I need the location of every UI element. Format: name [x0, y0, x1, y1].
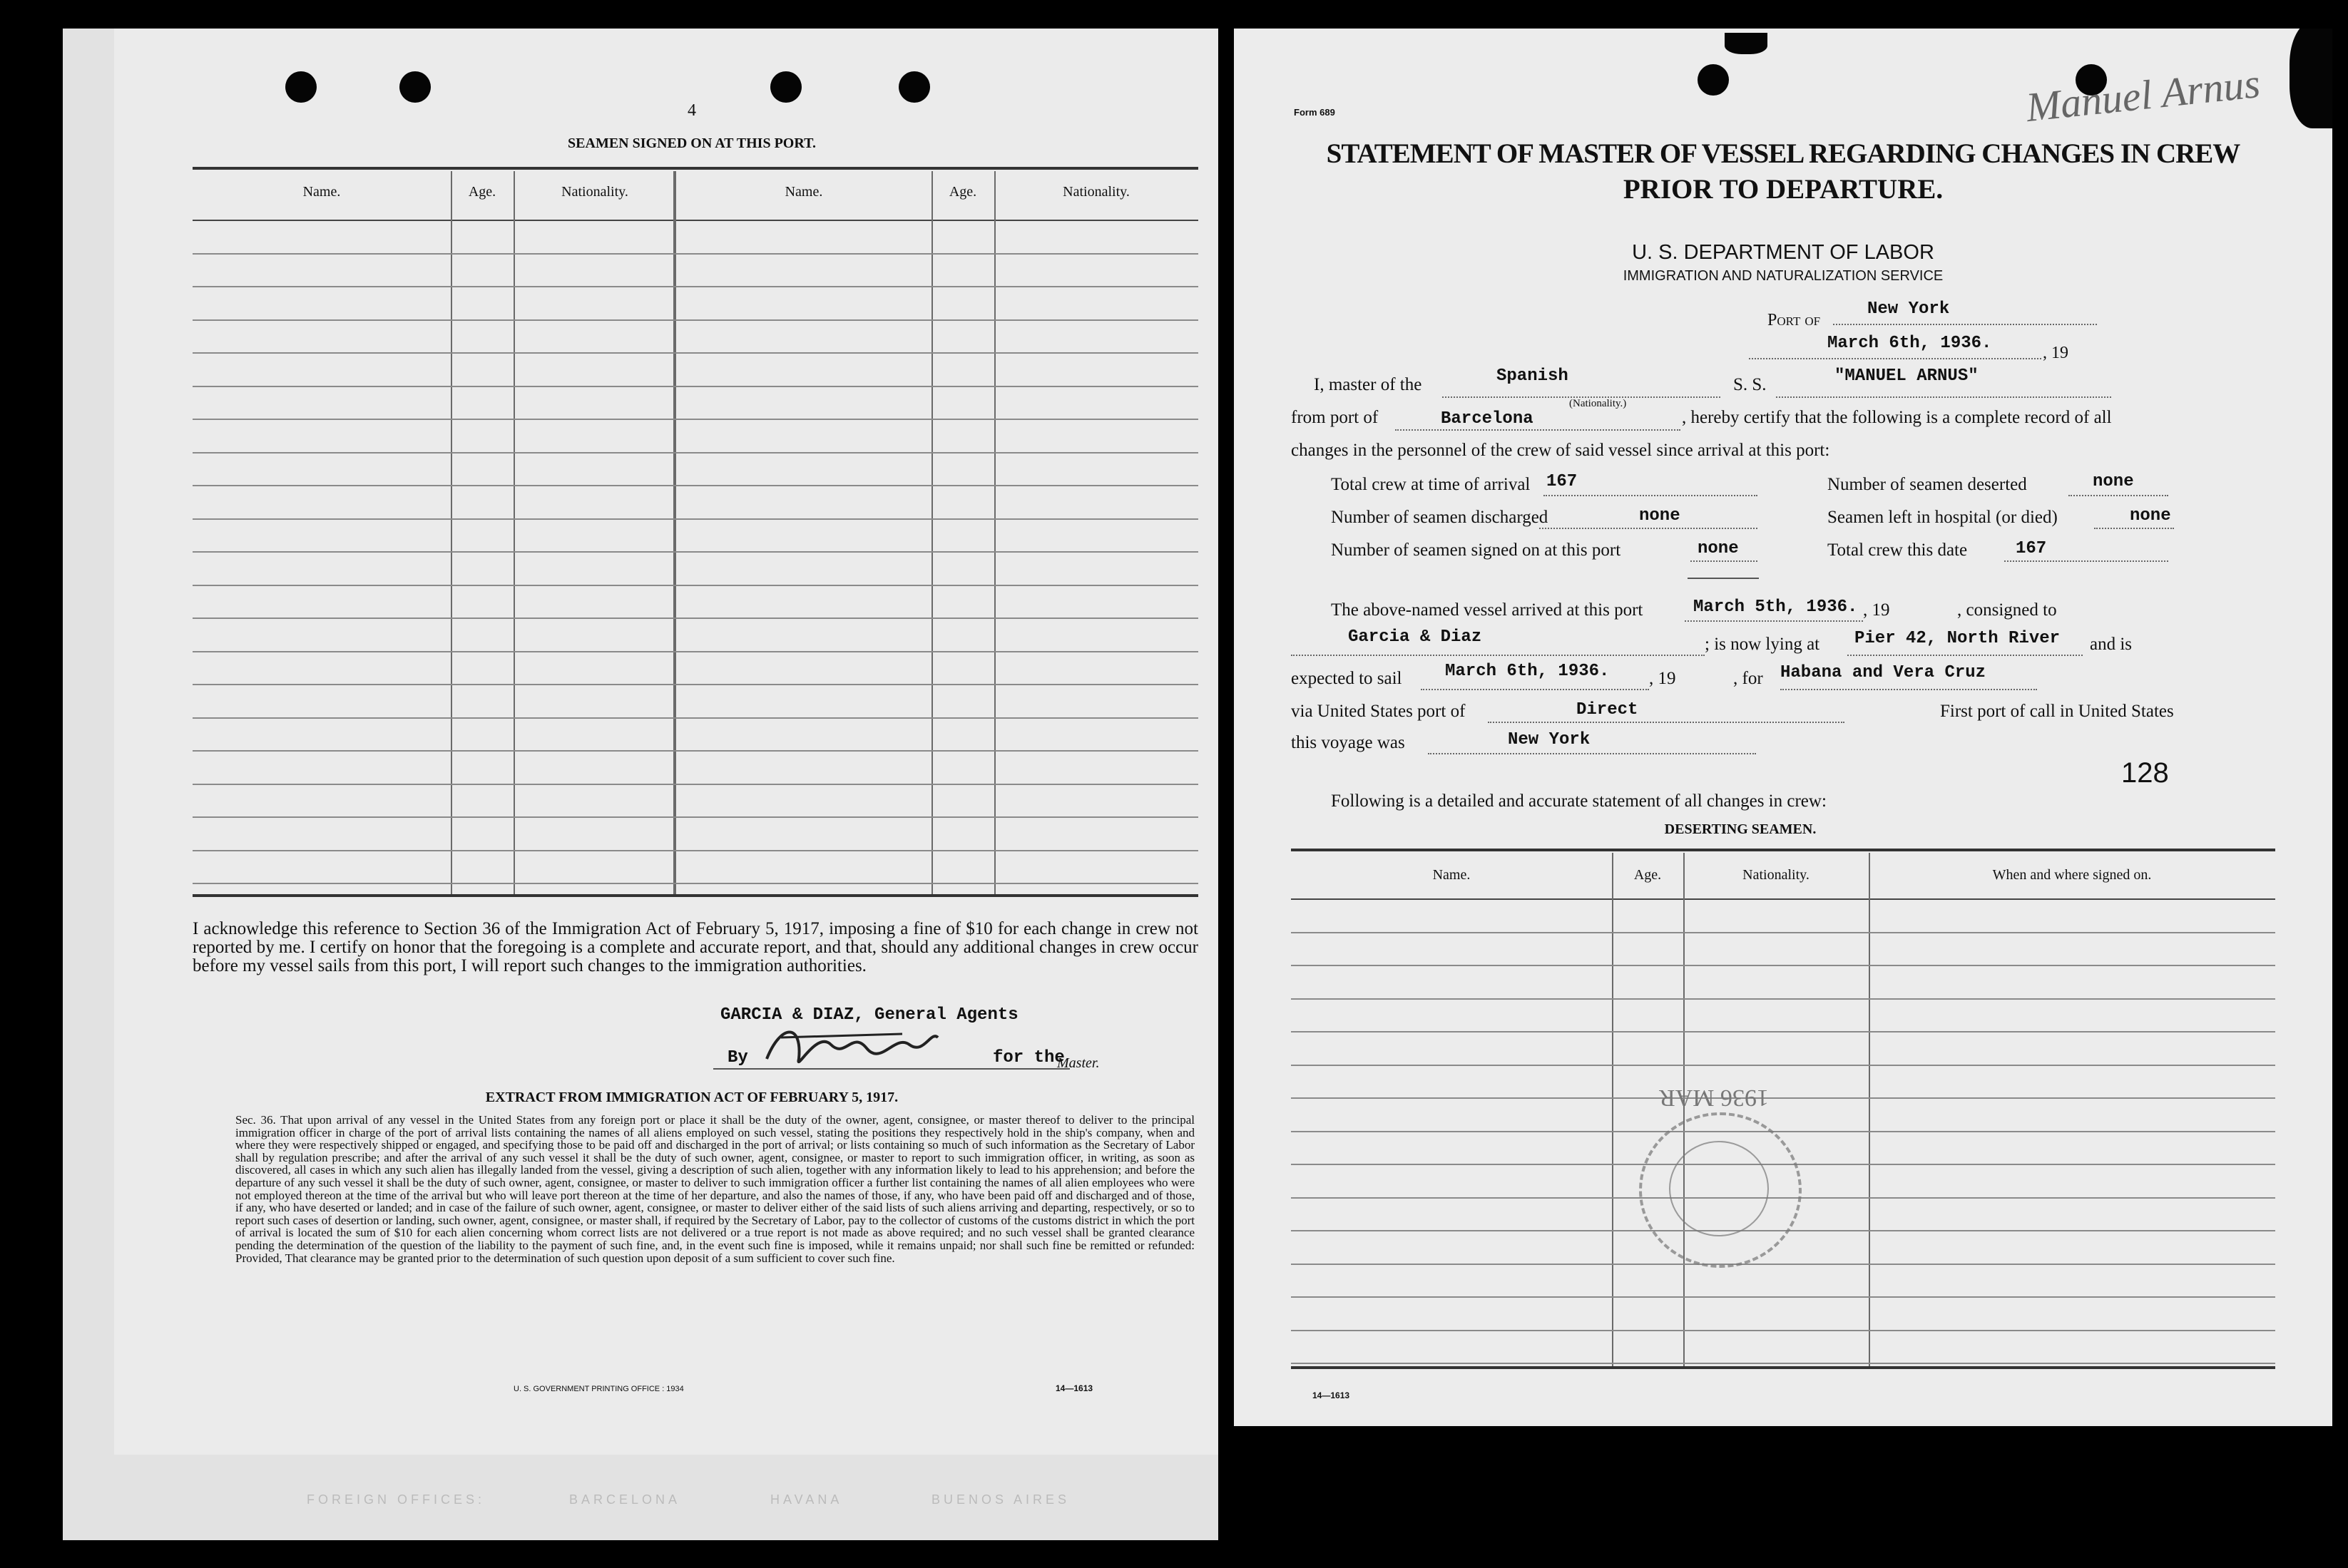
hospital-label: Seamen left in hospital (or died) — [1827, 508, 2058, 527]
table-row — [193, 850, 1198, 851]
for-label: for the — [993, 1048, 1065, 1067]
table-header: Name. — [302, 184, 341, 200]
arrived-label: The above-named vessel arrived at this port — [1331, 600, 1643, 620]
port-label: Port of — [1767, 311, 1821, 329]
table-row — [193, 816, 1198, 818]
discharged-label: Number of seamen discharged — [1331, 508, 1548, 527]
arrived-suffix: , 19 — [1863, 600, 1890, 620]
table-header: Nationality. — [1742, 867, 1810, 883]
extract-title: EXTRACT FROM IMMIGRATION ACT OF FEBRUARY 5, 1917. — [485, 1090, 899, 1105]
table-row — [193, 253, 1198, 255]
table-header: Age. — [1633, 867, 1662, 883]
hospital-value: none — [2130, 506, 2171, 526]
total-crew-date-label: Total crew this date — [1827, 540, 1968, 560]
for-label: , for — [1733, 669, 1763, 688]
table-row — [193, 684, 1198, 685]
table-row — [1291, 1065, 2275, 1066]
arrived-value: March 5th, 1936. — [1693, 598, 1858, 617]
table-row — [193, 651, 1198, 652]
agent-line: GARCIA & DIAZ, General Agents — [720, 1005, 1019, 1025]
total-crew-arrival-value: 167 — [1546, 472, 1578, 491]
expected-label: expected to sail — [1291, 669, 1402, 688]
port-value: New York — [1867, 299, 1950, 319]
first-port-label: First port of call in United States — [1940, 702, 2174, 721]
table-row — [193, 585, 1198, 586]
lying-value: Pier 42, North River — [1854, 629, 2061, 648]
signed-on-label: Number of seamen signed on at this port — [1331, 540, 1621, 560]
table-row — [1291, 1031, 2275, 1032]
table-row — [1291, 932, 2275, 933]
first-port-value: New York — [1508, 730, 1591, 749]
table-row — [193, 518, 1198, 520]
table-row — [193, 452, 1198, 454]
following-text: Following is a detailed and accurate statement of all changes in crew: — [1331, 791, 1827, 811]
table-header: Age. — [468, 184, 496, 200]
ss-label: S. S. — [1733, 375, 1767, 394]
stamp-date: 1936 MAR — [1659, 1085, 1769, 1111]
deserted-value: none — [2093, 472, 2134, 491]
table-row — [193, 419, 1198, 420]
table-row — [1291, 1296, 2275, 1298]
changes-text: changes in the personnel of the crew of said vessel since arrival at this port: — [1291, 441, 1830, 460]
signature — [760, 1016, 945, 1080]
punch-hole — [770, 71, 802, 103]
nationality-caption: (Nationality.) — [1569, 398, 1627, 409]
signed-on-value: none — [1698, 539, 1739, 558]
form-title-line2: PRIOR TO DEPARTURE. — [1623, 174, 1944, 205]
table-row — [193, 319, 1198, 321]
table-row — [1291, 1264, 2275, 1265]
total-crew-date-value: 167 — [2016, 539, 2047, 558]
printer-line: U. S. GOVERNMENT PRINTING OFFICE : 1934 — [514, 1385, 684, 1393]
punch-hole — [899, 71, 930, 103]
table-row — [1291, 1330, 2275, 1331]
table-row — [193, 750, 1198, 752]
from-port-label: from port of — [1291, 408, 1379, 427]
deserting-title: DESERTING SEAMEN. — [1664, 821, 1817, 837]
table-row — [193, 352, 1198, 354]
destination-value: Habana and Vera Cruz — [1780, 663, 1986, 682]
form-code: 14—1613 — [1312, 1390, 1350, 1400]
table-header: Nationality. — [561, 184, 628, 200]
punch-hole — [399, 71, 431, 103]
sail-date-value: March 6th, 1936. — [1445, 662, 1610, 681]
department: U. S. DEPARTMENT OF LABOR — [1632, 241, 1934, 264]
form-number: Form 689 — [1294, 107, 1335, 118]
table-row — [193, 618, 1198, 619]
via-value: Direct — [1576, 700, 1638, 719]
extract-text: Sec. 36. That upon arrival of any vessel in the United States from any foreign port or place it shall be the duty of the owner, agent, consignee, or master thereof to deliver to the principal immigration officer in charge of the port of arrival lists containing the names of all aliens employed on such vessel, stating the positions they respectively hold in the ship's company, when and where they were respectively shipped or engaged, and specifying those to be paid off and discharged in the port of arrival; or lists containing so much of such information as the Secretary of Labor shall by regulation prescribe; and after the arrival of any such vessel it shall be the duty of such owner, agent, consignee, or master to report to such immigration officer, in writing, as soon as discovered, all cases in which any such alien has illegally landed from the vessel, giving a description of such alien, together with any information likely to lead to his apprehension; and before the departure of any such vessel it shall be the duty of such owner, agent, consignee, or master to deliver to such immigration officer a further list containing the names of all alien employees who were not employed thereon at the time of the arrival but who will leave port thereon at the time of her departure, and also the names of those, if any, who have been paid off and discharged and of those, if any, who have deserted or landed; and in case of the failure of such owner, agent, consignee, or master to deliver either of the said lists of such aliens arriving and departing, respectively, or so to report such cases of desertion or landing, such owner, agent, consignee, or master shall, if required by the Secretary of Labor, pay to the collector of customs of the customs district in which the port of arrival is located the sum of $10 for each alien concerning whom correct lists are not delivered or a true report is not made as above required; and no such vessel shall be granted clearance pending the determination of the question of the liability to the payment of such fine, and, in the event such fine is imposed, while it remains unpaid; nor shall such fine be remitted or refunded: Provided, That clearance may be granted prior to the determination of such question upon deposit of a sum sufficient to cover such fine. — [235, 1113, 1195, 1265]
lying-label: ; is now lying at — [1705, 635, 1820, 654]
table-row — [1291, 1097, 2275, 1099]
table-row — [1291, 998, 2275, 1000]
punch-hole — [285, 71, 317, 103]
table-row — [193, 883, 1198, 884]
master-label: Master. — [1057, 1055, 1100, 1071]
master-of-label: I, master of the — [1314, 375, 1422, 394]
office-barcelona: BARCELONA — [569, 1492, 681, 1507]
paper-tear — [2290, 29, 2332, 128]
sail-suffix: , 19 — [1649, 669, 1676, 688]
nationality-value: Spanish — [1496, 367, 1568, 386]
left-page — [114, 29, 1218, 1455]
and-is-label: and is — [2090, 635, 2133, 654]
deserted-label: Number of seamen deserted — [1827, 475, 2027, 494]
via-label: via United States port of — [1291, 702, 1466, 721]
handwritten-ship-name: Manuel Arnus — [2023, 59, 2262, 131]
by-label: By — [728, 1048, 748, 1067]
ship-value: "MANUEL ARNUS" — [1834, 367, 1979, 386]
certify-text: , hereby certify that the following is a complete record of all — [1682, 408, 2112, 427]
form-title-line1: STATEMENT OF MASTER OF VESSEL REGARDING CHANGES IN CREW — [1326, 138, 2240, 169]
table-header: When and where signed on. — [1992, 867, 2152, 883]
discharged-value: none — [1639, 506, 1680, 526]
table-header: Name. — [1432, 867, 1471, 883]
date-value: March 6th, 1936. — [1827, 334, 1992, 353]
service: IMMIGRATION AND NATURALIZATION SERVICE — [1623, 268, 1944, 284]
date-suffix: , 19 — [2043, 344, 2068, 362]
table-row — [193, 286, 1198, 287]
paper-tear — [1725, 33, 1767, 54]
acknowledgement-text: I acknowledge this reference to Section 36 of the Immigration Act of February 5, 1917, imposing a fine of $10 for each change in crew not reported by me. I certify on honor that the foregoing is a complete and accurate report, and that, should any additional changes in crew occur before my vessel sails from this port, I will report such changes to the immigration authorities. — [193, 919, 1198, 975]
office-buenos-aires: BUENOS AIRES — [931, 1492, 1071, 1507]
table-header: Nationality. — [1063, 184, 1130, 200]
table-row — [193, 551, 1198, 553]
table-row — [1291, 965, 2275, 966]
table-header: Age. — [949, 184, 977, 200]
from-port-value: Barcelona — [1441, 409, 1533, 429]
page-number: 4 — [688, 101, 696, 120]
table-header: Name. — [785, 184, 823, 200]
table-row — [193, 386, 1198, 387]
form-code: 14—1613 — [1056, 1383, 1093, 1393]
table-row — [1291, 1131, 2275, 1132]
section-title: SEAMEN SIGNED ON AT THIS PORT. — [568, 135, 816, 151]
consignee-value: Garcia & Diaz — [1348, 627, 1482, 647]
table-row — [193, 485, 1198, 486]
consigned-label: , consigned to — [1957, 600, 2057, 620]
page-mark: 128 — [2121, 757, 2169, 789]
table-row — [193, 717, 1198, 719]
voyage-label: this voyage was — [1291, 733, 1405, 752]
table-row — [193, 784, 1198, 785]
right-page — [1234, 29, 2332, 1426]
foreign-offices-label: FOREIGN OFFICES: — [307, 1492, 486, 1507]
punch-hole — [1698, 64, 1729, 96]
total-crew-arrival-label: Total crew at time of arrival — [1331, 475, 1531, 494]
received-stamp-inner — [1669, 1141, 1769, 1236]
table-row — [1291, 1363, 2275, 1364]
office-havana: HAVANA — [770, 1492, 843, 1507]
